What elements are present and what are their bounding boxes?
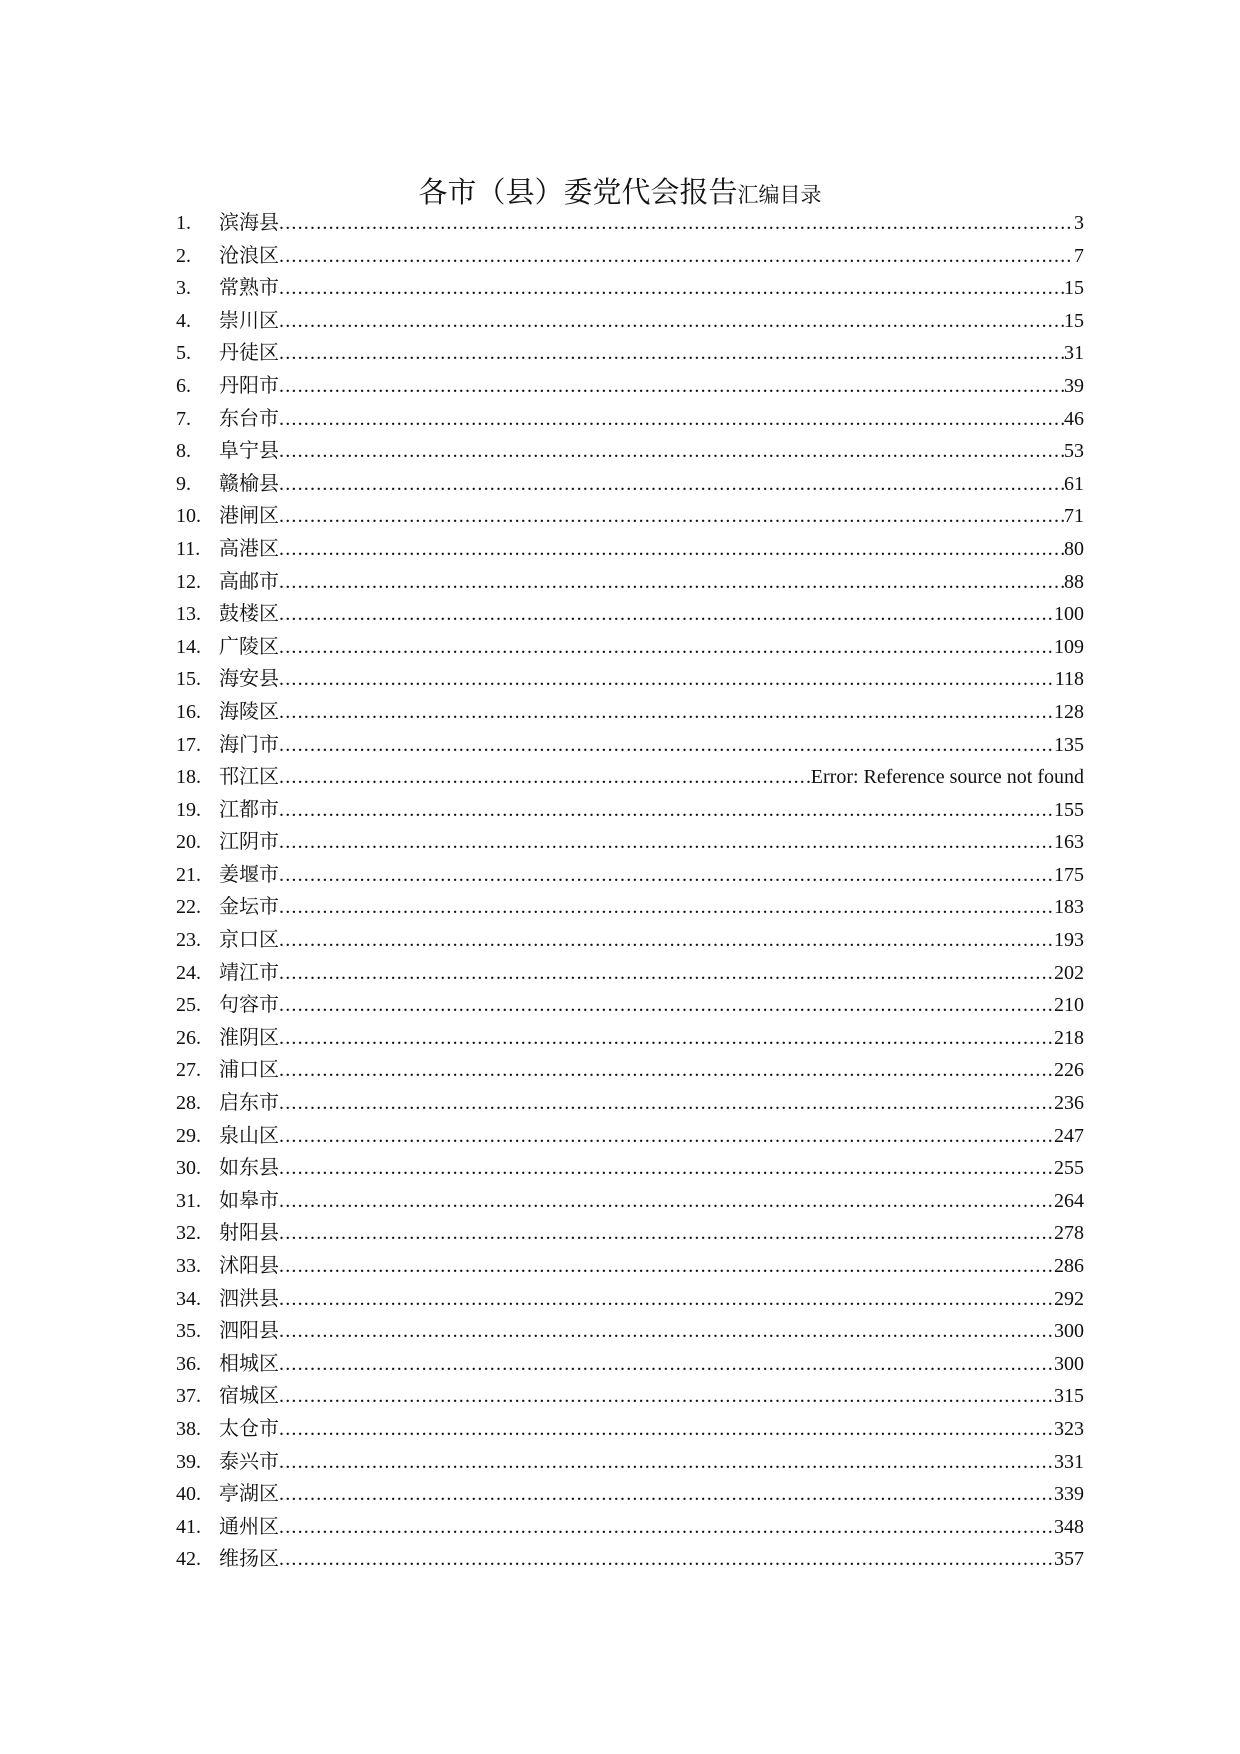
toc-entry-page: 88	[1064, 570, 1084, 593]
toc-entry[interactable]	[176, 1184, 1084, 1217]
toc-entry-name: 江阴市	[219, 829, 279, 854]
toc-entry-number: 8.	[176, 440, 191, 463]
toc-dot-leader	[279, 1348, 1054, 1381]
toc-entry-page: 339	[1054, 1483, 1084, 1506]
toc-entry-number: 13.	[176, 603, 201, 626]
toc-entry[interactable]	[176, 923, 1084, 956]
toc-entry-name: 启东市	[219, 1090, 279, 1115]
toc-entry-name: 泗阳县	[219, 1318, 279, 1343]
toc-entry-name: 泰兴市	[219, 1448, 279, 1473]
toc-entry-name: 鼓楼区	[219, 601, 279, 626]
toc-entry-name: 高港区	[219, 535, 279, 560]
toc-entry-name: 维扬区	[219, 1546, 279, 1571]
toc-entry[interactable]	[176, 1314, 1084, 1347]
toc-dot-leader	[279, 1087, 1054, 1120]
toc-entry[interactable]	[176, 1086, 1084, 1119]
toc-dot-leader	[279, 924, 1054, 957]
toc-entry-number: 17.	[176, 733, 201, 756]
toc-entry-number: 21.	[176, 863, 201, 886]
toc-entry[interactable]	[176, 304, 1084, 337]
toc-entry[interactable]	[176, 1249, 1084, 1282]
table-of-contents	[176, 206, 1084, 1575]
toc-entry-page: 183	[1054, 896, 1084, 919]
toc-entry[interactable]	[176, 890, 1084, 923]
toc-entry-page: 357	[1054, 1548, 1084, 1571]
toc-entry-number: 29.	[176, 1124, 201, 1147]
toc-entry-number: 37.	[176, 1385, 201, 1408]
toc-entry-page: 3	[1074, 212, 1084, 234]
toc-entry-page: 53	[1064, 440, 1084, 463]
toc-entry[interactable]	[176, 1445, 1084, 1478]
toc-dot-leader	[279, 729, 1054, 762]
toc-entry-number: 11.	[176, 537, 201, 560]
toc-dot-leader	[279, 337, 1064, 370]
toc-entry-name: 高邮市	[219, 568, 279, 593]
toc-entry[interactable]	[176, 858, 1084, 891]
toc-entry-page: 226	[1054, 1059, 1084, 1082]
toc-entry-name: 姜堰市	[219, 861, 279, 886]
toc-entry[interactable]	[176, 1282, 1084, 1315]
toc-dot-leader	[279, 500, 1064, 533]
toc-entry-name: 东台市	[219, 405, 279, 430]
toc-entry-number: 27.	[176, 1059, 201, 1082]
toc-entry-number: 2.	[176, 244, 191, 267]
toc-entry-page: 135	[1054, 733, 1084, 756]
toc-entry[interactable]	[176, 206, 1084, 239]
toc-entry-name: 京口区	[219, 927, 279, 952]
toc-entry-page: 15	[1064, 309, 1084, 332]
toc-entry-number: 7.	[176, 407, 191, 430]
toc-entry[interactable]	[176, 1347, 1084, 1380]
toc-entry-page: 331	[1054, 1450, 1084, 1473]
toc-entry-name: 江都市	[219, 796, 279, 821]
toc-entry[interactable]	[176, 271, 1084, 304]
toc-entry-name: 句容市	[219, 992, 279, 1017]
toc-dot-leader	[279, 1543, 1054, 1576]
toc-entry[interactable]	[176, 988, 1084, 1021]
toc-entry-page: 300	[1054, 1320, 1084, 1343]
toc-entry-name: 如皋市	[219, 1187, 279, 1212]
toc-entry-page: 109	[1054, 635, 1084, 658]
toc-entry-name: 如东县	[219, 1155, 279, 1180]
toc-entry[interactable]	[176, 369, 1084, 402]
toc-entry-number: 19.	[176, 798, 201, 821]
toc-dot-leader	[279, 1511, 1054, 1544]
toc-entry-name: 海陵区	[219, 698, 279, 723]
toc-entry[interactable]	[176, 1151, 1084, 1184]
toc-dot-leader	[279, 370, 1064, 403]
toc-entry-number: 38.	[176, 1417, 201, 1440]
toc-dot-leader	[279, 891, 1054, 924]
toc-entry-page: 7	[1074, 244, 1084, 267]
toc-entry-name: 阜宁县	[219, 438, 279, 463]
toc-entry[interactable]	[176, 793, 1084, 826]
toc-entry-page: 286	[1054, 1255, 1084, 1277]
toc-entry-name: 太仓市	[219, 1415, 279, 1440]
title-subtitle: 汇编目录	[737, 183, 822, 207]
toc-entry-page: 39	[1064, 374, 1084, 397]
toc-entry-page: 118	[1054, 668, 1084, 691]
toc-entry-name: 泗洪县	[219, 1285, 279, 1310]
toc-entry-page: 163	[1054, 831, 1084, 854]
toc-entry-page: 71	[1064, 505, 1084, 528]
toc-entry-name: 射阳县	[219, 1220, 279, 1245]
toc-dot-leader	[279, 1152, 1054, 1185]
toc-entry-number: 1.	[176, 212, 191, 234]
toc-entry-page: 61	[1064, 472, 1084, 495]
toc-entry-number: 12.	[176, 570, 201, 593]
toc-entry-page: 155	[1054, 798, 1084, 821]
toc-entry[interactable]	[176, 728, 1084, 761]
toc-entry-name: 赣榆县	[219, 470, 279, 495]
toc-entry[interactable]	[176, 434, 1084, 467]
toc-entry-page: 80	[1064, 537, 1084, 560]
toc-entry[interactable]	[176, 630, 1084, 663]
toc-dot-leader	[279, 859, 1054, 892]
toc-dot-leader	[279, 207, 1074, 240]
toc-entry-number: 5.	[176, 342, 191, 365]
toc-dot-leader	[279, 794, 1054, 827]
toc-entry-number: 23.	[176, 929, 201, 952]
toc-entry[interactable]	[176, 662, 1084, 695]
toc-dot-leader	[279, 1120, 1054, 1153]
toc-entry[interactable]	[176, 499, 1084, 532]
toc-entry-page: 300	[1054, 1352, 1084, 1375]
toc-entry-name: 海门市	[219, 731, 279, 756]
toc-entry-name: 丹徒区	[219, 340, 279, 365]
toc-entry[interactable]	[176, 336, 1084, 369]
toc-entry-name: 亭湖区	[219, 1481, 279, 1506]
toc-entry[interactable]	[176, 1379, 1084, 1412]
toc-entry-page: 128	[1054, 700, 1084, 723]
toc-dot-leader	[279, 1283, 1054, 1316]
toc-entry-page: Error: Reference source not found	[810, 766, 1084, 789]
toc-entry[interactable]	[176, 402, 1084, 435]
toc-entry-name: 金坛市	[219, 894, 279, 919]
toc-entry-number: 9.	[176, 472, 191, 495]
toc-entry-number: 15.	[176, 668, 201, 691]
toc-entry-page: 247	[1054, 1124, 1084, 1147]
toc-entry-number: 41.	[176, 1515, 201, 1538]
toc-entry-number: 18.	[176, 766, 201, 789]
toc-entry[interactable]	[176, 467, 1084, 500]
toc-dot-leader	[279, 1315, 1054, 1348]
toc-entry[interactable]	[176, 1542, 1084, 1575]
toc-entry-number: 6.	[176, 374, 191, 397]
toc-dot-leader	[279, 240, 1074, 273]
toc-entry-number: 32.	[176, 1222, 201, 1245]
toc-entry-name: 崇川区	[219, 307, 279, 332]
toc-dot-leader	[279, 989, 1054, 1022]
toc-dot-leader	[279, 1185, 1054, 1218]
toc-entry-page: 255	[1054, 1157, 1084, 1180]
toc-entry-name: 丹阳市	[219, 372, 279, 397]
toc-entry-number: 40.	[176, 1483, 201, 1506]
toc-entry-name: 淮阴区	[219, 1024, 279, 1049]
toc-entry[interactable]	[176, 1119, 1084, 1152]
toc-entry-name: 港闸区	[219, 503, 279, 528]
toc-entry-page: 175	[1054, 863, 1084, 886]
toc-entry-page: 315	[1054, 1385, 1084, 1408]
toc-entry-page: 323	[1054, 1417, 1084, 1440]
toc-entry-number: 4.	[176, 309, 191, 332]
toc-entry[interactable]	[176, 760, 1084, 793]
toc-entry-page: 202	[1054, 961, 1084, 984]
toc-dot-leader	[279, 1217, 1054, 1250]
toc-entry-number: 24.	[176, 961, 201, 984]
toc-entry[interactable]	[176, 695, 1084, 728]
toc-entry-name: 靖江市	[219, 959, 279, 984]
toc-entry-page: 278	[1054, 1222, 1084, 1245]
toc-entry-number: 10.	[176, 505, 201, 528]
toc-dot-leader	[279, 598, 1054, 631]
toc-entry-page: 292	[1054, 1287, 1084, 1310]
toc-entry-number: 30.	[176, 1157, 201, 1180]
toc-dot-leader	[279, 957, 1054, 990]
toc-dot-leader	[279, 403, 1064, 436]
toc-entry[interactable]	[176, 1021, 1084, 1054]
toc-entry-page: 210	[1054, 994, 1084, 1017]
toc-entry-page: 15	[1064, 277, 1084, 300]
toc-dot-leader	[279, 468, 1064, 501]
toc-entry-number: 16.	[176, 700, 201, 723]
toc-entry[interactable]	[176, 1477, 1084, 1510]
toc-entry-name: 相城区	[219, 1350, 279, 1375]
toc-entry[interactable]	[176, 1510, 1084, 1543]
toc-entry[interactable]	[176, 565, 1084, 598]
toc-entry[interactable]	[176, 597, 1084, 630]
toc-entry-number: 42.	[176, 1548, 201, 1571]
toc-entry-page: 218	[1054, 1026, 1084, 1049]
toc-dot-leader	[279, 566, 1064, 599]
toc-entry-number: 3.	[176, 277, 191, 300]
toc-entry-page: 31	[1064, 342, 1084, 365]
toc-entry-name: 沭阳县	[219, 1253, 279, 1277]
toc-dot-leader	[279, 696, 1054, 729]
toc-entry-name: 广陵区	[219, 633, 279, 658]
toc-dot-leader	[279, 631, 1054, 664]
toc-entry-page: 348	[1054, 1515, 1084, 1538]
toc-entry[interactable]	[176, 1412, 1084, 1445]
toc-entry-name: 浦口区	[219, 1057, 279, 1082]
toc-entry-name: 海安县	[219, 666, 279, 691]
toc-entry[interactable]	[176, 1053, 1084, 1086]
toc-entry-number: 22.	[176, 896, 201, 919]
toc-dot-leader	[279, 761, 811, 794]
toc-dot-leader	[279, 1054, 1054, 1087]
toc-entry-number: 20.	[176, 831, 201, 854]
toc-entry-page: 100	[1054, 603, 1084, 626]
toc-dot-leader	[279, 826, 1054, 859]
toc-entry-page: 46	[1064, 407, 1084, 430]
toc-entry-number: 39.	[176, 1450, 201, 1473]
toc-entry-number: 25.	[176, 994, 201, 1017]
toc-entry-name: 常熟市	[219, 275, 279, 300]
toc-entry-page: 236	[1054, 1092, 1084, 1115]
toc-entry[interactable]	[176, 956, 1084, 989]
toc-entry-name: 通州区	[219, 1513, 279, 1538]
toc-dot-leader	[279, 272, 1064, 305]
toc-entry-name: 宿城区	[219, 1383, 279, 1408]
toc-dot-leader	[279, 663, 1055, 696]
toc-entry-name: 沧浪区	[219, 242, 279, 267]
toc-entry-page: 264	[1054, 1189, 1084, 1212]
toc-entry-page: 193	[1054, 929, 1084, 952]
toc-entry[interactable]	[176, 239, 1084, 272]
toc-entry-number: 28.	[176, 1092, 201, 1115]
toc-entry[interactable]	[176, 532, 1084, 565]
toc-entry-number: 31.	[176, 1189, 201, 1212]
toc-dot-leader	[279, 1446, 1054, 1479]
toc-dot-leader	[279, 1250, 1054, 1283]
toc-dot-leader	[279, 1380, 1054, 1413]
toc-entry-number: 33.	[176, 1255, 201, 1277]
toc-entry-name: 滨海县	[219, 210, 279, 234]
toc-entry-number: 36.	[176, 1352, 201, 1375]
toc-dot-leader	[279, 1413, 1054, 1446]
title-main: 各市（县）委党代会报告	[418, 175, 738, 209]
toc-entry[interactable]	[176, 825, 1084, 858]
toc-entry-number: 14.	[176, 635, 201, 658]
toc-dot-leader	[279, 533, 1064, 566]
toc-entry-number: 35.	[176, 1320, 201, 1343]
toc-entry[interactable]	[176, 1216, 1084, 1249]
toc-dot-leader	[279, 1478, 1054, 1511]
toc-entry-name: 邗江区	[219, 764, 279, 789]
toc-entry-number: 34.	[176, 1287, 201, 1310]
toc-dot-leader	[279, 435, 1064, 468]
toc-dot-leader	[279, 1022, 1054, 1055]
toc-entry-name: 泉山区	[219, 1122, 279, 1147]
toc-dot-leader	[279, 305, 1064, 338]
toc-entry-number: 26.	[176, 1026, 201, 1049]
